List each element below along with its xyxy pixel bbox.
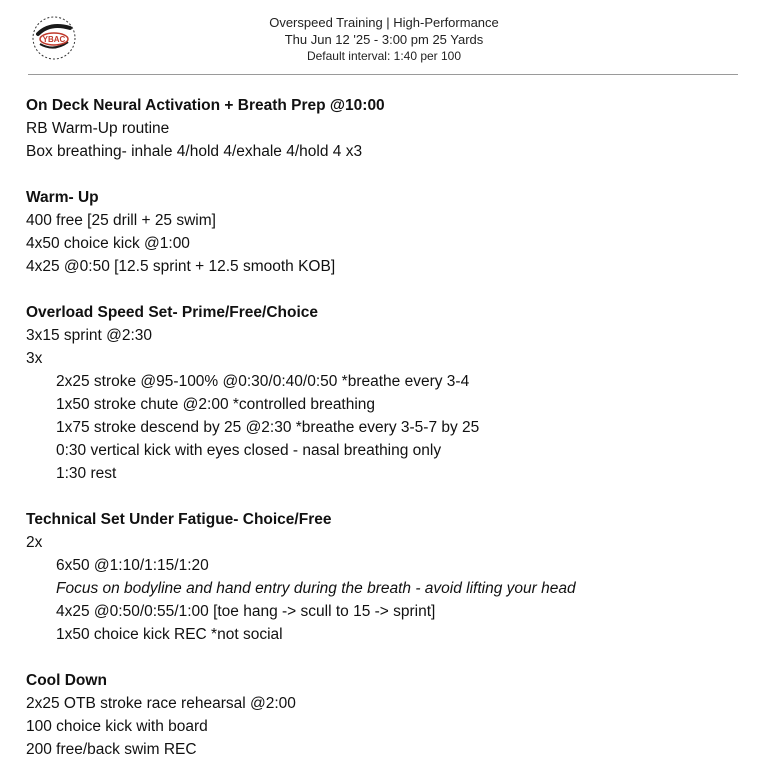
set-line: 3x	[26, 350, 43, 367]
section-title: Overload Speed Set- Prime/Free/Choice	[26, 304, 319, 321]
set-line: 2x	[26, 534, 43, 551]
set-line: 2x25 OTB stroke race rehearsal @2:00	[26, 695, 296, 712]
header-text	[0, 14, 768, 65]
set-line: 3x15 sprint @2:30	[26, 327, 153, 344]
set-line: RB Warm-Up routine	[26, 120, 170, 137]
section-title: Technical Set Under Fatigue- Choice/Free	[26, 511, 332, 528]
set-line: Box breathing- inhale 4/hold 4/exhale 4/hold 4 x3	[26, 143, 363, 160]
workout-section	[26, 508, 746, 646]
set-line: 400 free [25 drill + 25 swim]	[26, 212, 216, 229]
set-line: 1:30 rest	[56, 465, 117, 482]
set-line: 0:30 vertical kick with eyes closed - nasal breathing only	[56, 442, 442, 459]
session-date: Thu Jun 12 '25 - 3:00 pm 25 Yards	[284, 32, 484, 47]
section-title: On Deck Neural Activation + Breath Prep @10:00	[26, 97, 385, 114]
workout-section	[26, 669, 746, 761]
set-line: 4x25 @0:50/0:55/1:00 [toe hang -> scull to 15 -> sprint]	[56, 603, 436, 620]
set-line: 1x50 stroke chute @2:00 *controlled breathing	[56, 396, 376, 413]
workout-section	[26, 94, 746, 163]
workout-section	[26, 301, 746, 485]
header-divider	[28, 74, 738, 75]
workout-body	[26, 94, 746, 784]
document-title: Overspeed Training | High-Performance	[269, 15, 499, 30]
set-line: 1x75 stroke descend by 25 @2:30 *breathe every 3-5-7 by 25	[56, 419, 480, 436]
coaching-note: Focus on bodyline and hand entry during the breath - avoid lifting your head	[56, 580, 576, 597]
section-title: Cool Down	[26, 672, 107, 689]
set-line: 4x50 choice kick @1:00	[26, 235, 190, 252]
default-interval: Default interval: 1:40 per 100	[306, 49, 462, 63]
page-header	[0, 0, 768, 76]
set-line: 100 choice kick with board	[26, 718, 208, 735]
workout-section	[26, 186, 746, 278]
set-line: 1x50 choice kick REC *not social	[56, 626, 283, 643]
set-line: 200 free/back swim REC	[26, 741, 197, 758]
set-line: 2x25 stroke @95-100% @0:30/0:40/0:50 *breathe every 3-4	[56, 373, 470, 390]
set-line: 6x50 @1:10/1:15/1:20	[56, 557, 209, 574]
section-title: Warm- Up	[26, 189, 99, 206]
logo-text: YBAC	[42, 35, 66, 44]
set-line: 4x25 @0:50 [12.5 sprint + 12.5 smooth KOB]	[26, 258, 336, 275]
